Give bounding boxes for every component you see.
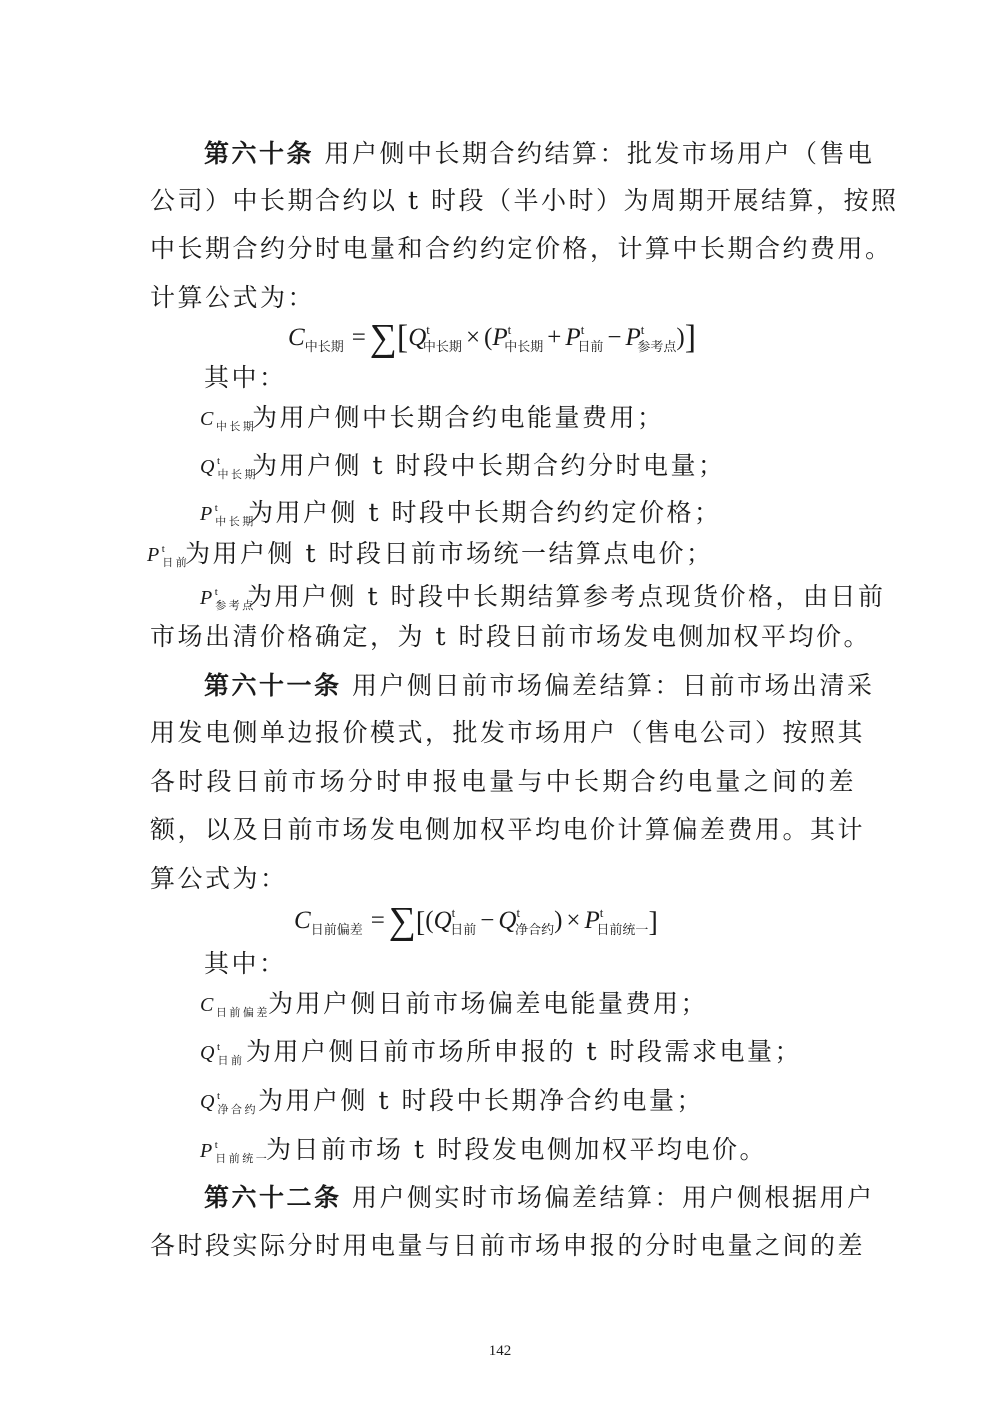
- def-60-p-dayahead: $P^t_{日前}$ 为用户侧 t 时段日前市场统一结算点电价；: [147, 539, 714, 569]
- article-61-line-5: 算公式为：: [150, 864, 288, 893]
- def-60-c: $C_{中长期}$ 为用户侧中长期合约电能量费用；: [200, 403, 665, 433]
- def-61-q-net: $Q^t_{净合约}$ 为用户侧 t 时段中长期净合约电量；: [200, 1086, 704, 1116]
- def-61-c: $C_{日前偏差}$ 为用户侧日前市场偏差电能量费用；: [200, 989, 709, 1019]
- article-62-line-1: 第六十二条 用户侧实时市场偏差结算：用户侧根据用户: [204, 1183, 875, 1212]
- article-61-line-1: 第六十一条 用户侧日前市场偏差结算：日前市场出清采: [204, 671, 875, 700]
- article-60-line-1: 第六十条 用户侧中长期合约结算：批发市场用户（售电: [204, 139, 875, 168]
- article-61-line-4: 额，以及日前市场发电侧加权平均电价计算偏差费用。其计: [150, 815, 866, 844]
- article-60-title: 第六十条: [204, 139, 315, 168]
- def-60-q: $Q^t_{中长期}$ 为用户侧 t 时段中长期合约分时电量；: [200, 451, 726, 481]
- formula-61: $C_{日前偏差} = \sum[(Q^t_{日前} - Q^t_{净合约}) \times P^t_{日前统一}]$: [294, 900, 658, 942]
- article-61-title: 第六十一条: [204, 671, 342, 700]
- article-60-line-2: 公司）中长期合约以 t 时段（半小时）为周期开展结算，按照: [150, 186, 899, 215]
- def-60-p-contract: $P^t_{中长期}$ 为用户侧 t 时段中长期合约约定价格；: [200, 498, 722, 528]
- article-61-line-2: 用发电侧单边报价模式，批发市场用户（售电公司）按照其: [150, 718, 866, 747]
- article-60-line-4: 计算公式为：: [150, 283, 316, 312]
- def-61-p-unified: $P^t_{日前统一}$ 为日前市场 t 时段发电侧加权平均电价。: [200, 1135, 767, 1165]
- def-61-q-dayahead: $Q^t_{日前}$ 为用户侧日前市场所申报的 t 时段需求电量；: [200, 1037, 802, 1067]
- article-62-line-2: 各时段实际分时用电量与日前市场申报的分时电量之间的差: [150, 1231, 866, 1260]
- def-60-p-reference: $P^t_{参考点}$ 为用户侧 t 时段中长期结算参考点现货价格，由日前: [200, 582, 886, 612]
- article-60-line-3: 中长期合约分时电量和合约约定价格，计算中长期合约费用。: [150, 234, 893, 263]
- where-label-60: 其中：: [204, 363, 287, 392]
- article-61-line-3: 各时段日前市场分时申报电量与中长期合约电量之间的差: [150, 767, 856, 796]
- article-62-title: 第六十二条: [204, 1183, 342, 1212]
- formula-60: $C_{中长期} = \sum[Q^t_{中长期} \times (P^t_{中长期} + P^t_{日前} - P^t_{参考点})]$: [288, 317, 697, 359]
- page-number: 142: [488, 1343, 512, 1359]
- article-60-cont: 市场出清价格确定，为 t 时段日前市场发电侧加权平均价。: [150, 622, 871, 651]
- where-label-61: 其中：: [204, 949, 287, 978]
